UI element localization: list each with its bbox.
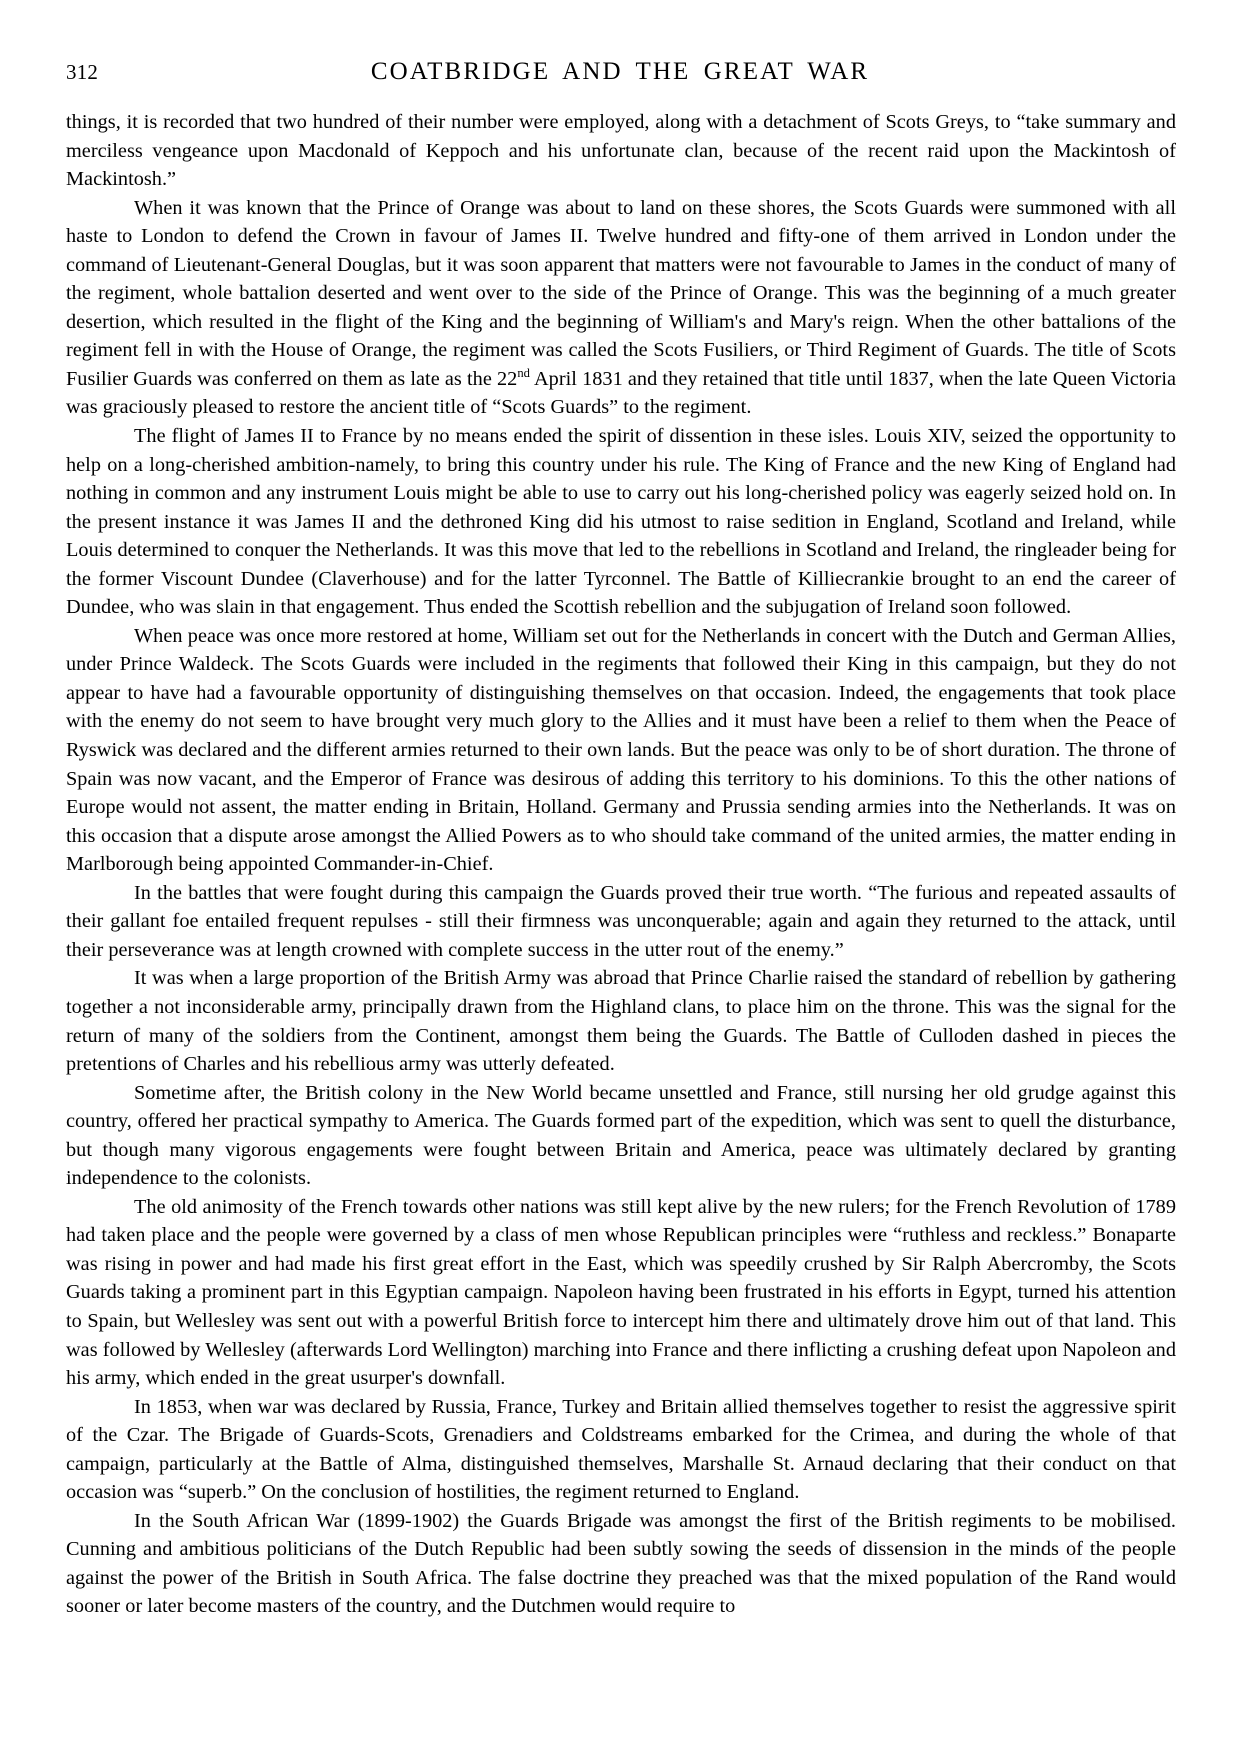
paragraph-crimea-1853: In 1853, when war was declared by Russia, France, Turkey and Britain allied themselves together to resist the aggressive spirit of the Czar. The Brigade of Guards-Scots, Grenadiers and Coldstreams embarked for the Crimea, and during the whole of that campaign, particularly at the Battle of Alma, distinguished themselves, Marshalle St. Arnaud declaring that their conduct on that occasion was “superb.” On the conclusion of hostilities, the regiment returned to England. bbox=[66, 1395, 1176, 1504]
paragraph-south-african-war: In the South African War (1899-1902) the Guards Brigade was amongst the first of the British regiments to be mobilised. Cunning and ambitious politicians of the Dutch Republic had been subtly sowing the seeds of dissension in the minds of the people against the power of the British in South Africa. The false doctrine they preached was that the mixed population of the Rand would sooner or later become masters of the country, and the Dutchmen would require to bbox=[66, 1509, 1176, 1618]
paragraph-battles-true-worth: In the battles that were fought during this campaign the Guards proved their true worth. “The furious and repeated assaults of their gallant foe entailed frequent repulses - still their firmness was unconquerable; again and again they returned to the attack, until their perseverance was at length crowned with complete success in the utter rout of the enemy.” bbox=[66, 881, 1176, 961]
page-number: 312 bbox=[66, 60, 99, 84]
paragraph-prince-charlie: It was when a large proportion of the British Army was abroad that Prince Charlie raised the standard of rebellion by gathering together a not inconsiderable army, principally drawn from the Highland clans, to place him on the throne. This was the signal for the return of many of the soldiers from the Continent, amongst them being the Guards. The Battle of Culloden dashed in pieces the pretentions of Charles and his rebellious army was utterly defeated. bbox=[66, 967, 1176, 1076]
paragraph-flight-of-james-ii: The flight of James II to France by no means ended the spirit of dissention in these isles. Louis XIV, seized the opportunity to help on a long-cherished ambition-namely, to bring this country under his rule. The King of France and the new King of England had nothing in common and any instrument Louis might be able to use to carry out his long-cherished policy was eagerly seized hold on. In the present instance it was James II and the dethroned King did his utmost to raise sedition in England, Scotland and Ireland, while Louis determined to conquer the Netherlands. It was this move that led to the rebellions in Scotland and Ireland, the ringleader being for the former Viscount Dundee (Claverhouse) and for the latter Tyrconnel. The Battle of Killiecrankie brought to an end the career of Dundee, who was slain in that engagement. Thus ended the Scottish rebellion and the subjugation of Ireland soon followed. bbox=[66, 425, 1176, 619]
running-head bbox=[66, 58, 1174, 92]
paragraph-french-animosity: The old animosity of the French towards other nations was still kept alive by the new rulers; for the French Revolution of 1789 had taken place and the people were governed by a class of men whose Republican principles were “ruthless and reckless.” Bonaparte was rising in power and had made his first great effort in the East, which was speedily crushed by Sir Ralph Abercromby, the Scots Guards taking a prominent part in this Egyptian campaign. Napoleon having been frustrated in his efforts in Egypt, turned his attention to Spain, but Wellesley was sent out with a powerful British force to intercept him there and ultimately drove him out of that land. This was followed by Wellesley (afterwards Lord Wellington) marching into France and there inflicting a crushing defeat upon Napoleon and his army, which ended in the great usurper's downfall. bbox=[66, 1195, 1176, 1390]
paragraph-peace-restored: When peace was once more restored at home, William set out for the Netherlands in concert with the Dutch and German Allies, under Prince Waldeck. The Scots Guards were included in the regiments that followed their King in this campaign, but they do not appear to have had a favourable opportunity of distinguishing themselves on that occasion. Indeed, the engagements that took place with the enemy do not seem to have brought very much glory to the Allies and it must have been a relief to them when the Peace of Ryswick was declared and the different armies returned to their own lands. But the peace was only to be of short duration. The throne of Spain was now vacant, and the Emperor of France was desirous of adding this territory to his dominions. To this the other nations of Europe would not assent, the matter ending in Britain, Holland. Germany and Prussia sending armies into the Netherlands. It was on this occasion that a dispute arose amongst the Allied Powers as to who should take command of the united armies, the matter ending in Marlborough being appointed Commander-in-Chief. bbox=[66, 624, 1176, 876]
paragraph-prince-of-orange bbox=[66, 194, 1176, 422]
body-text-column bbox=[66, 108, 1176, 1621]
paragraph-new-world: Sometime after, the British colony in the New World became unsettled and France, still nursing her old grudge against this country, offered her practical sympathy to America. The Guards formed part of the expedition, which was sent to quell the disturbance, but though many vigorous engagements were fought between Britain and America, peace was ultimately declared by granting independence to the colonists. bbox=[66, 1081, 1176, 1190]
running-title: COATBRIDGE AND THE GREAT WAR bbox=[370, 58, 870, 85]
ordinal-suffix-superscript: nd bbox=[517, 366, 530, 381]
paragraph-continued-scots-greys: things, it is recorded that two hundred of their number were employed, along with a detachment of Scots Greys, to “take summary and merciless vengeance upon Macdonald of Keppoch and his unfortunate clan, because of the recent raid upon the Mackintosh of Mackintosh.” bbox=[66, 111, 1176, 191]
paragraph-text-after-superscript: April 1831 and they retained that title until 1837, when the late Queen Victoria was graciously pleased to restore the ancient title of “Scots Guards” to the regiment. bbox=[66, 367, 1176, 419]
paragraph-text-before-superscript: When it was known that the Prince of Orange was about to land on these shores, the Scots Guards were summoned with all haste to London to defend the Crown in favour of James II. Twelve hundred and fifty-one of them arrived in London under the command of Lieutenant-General Douglas, but it was soon apparent that matters were not favourable to James in the conduct of many of the regiment, whole battalion deserted and went over to the side of the Prince of Orange. This was the beginning of a much greater desertion, which resulted in the flight of the King and the beginning of William's and Mary's reign. When the other battalions of the regiment fell in with the House of Orange, the regiment was called the Scots Fusiliers, or Third Regiment of Guards. The title of Scots Fusilier Guards was conferred on them as late as the 22 bbox=[66, 196, 1176, 390]
